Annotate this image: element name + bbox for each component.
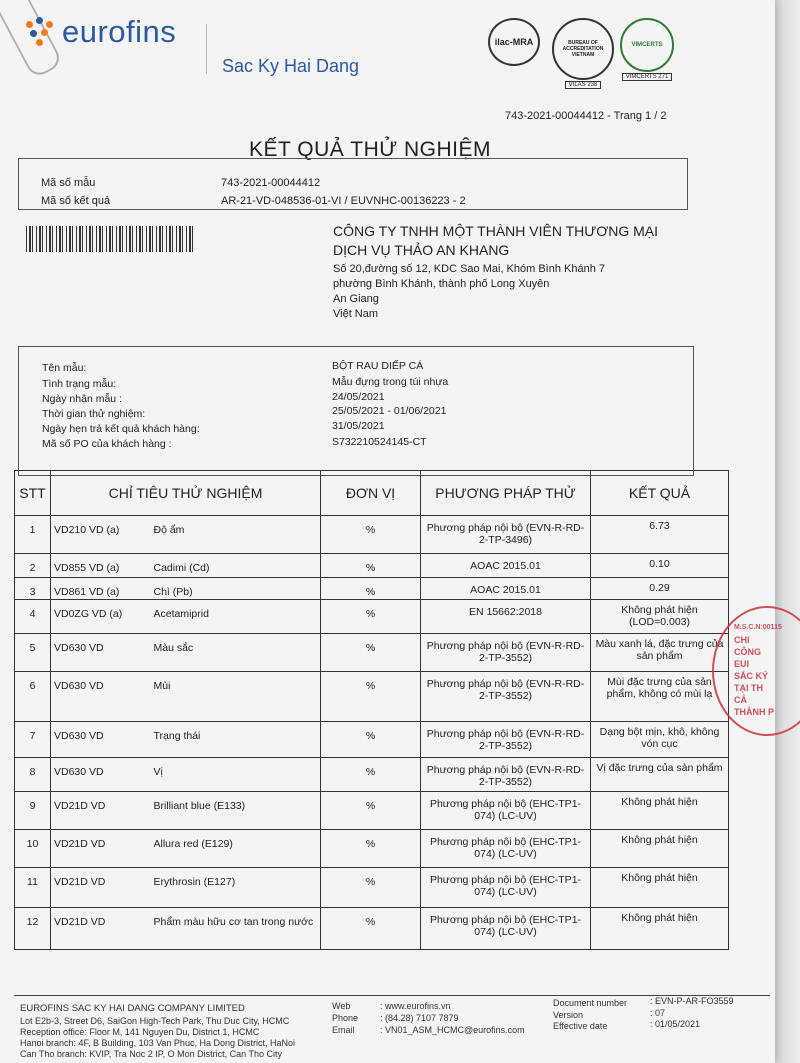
row-unit: % [321, 516, 421, 554]
effective-date-label: Effective date [553, 1021, 608, 1031]
table-row [15, 908, 729, 950]
test-period-value: 25/05/2021 - 01/06/2021 [332, 405, 447, 417]
footer-line1: Lot E2b-3, Street D6, SaiGon High-Tech Park, Thu Duc City, HCMC [20, 1016, 290, 1026]
row-result: 6.73 [591, 516, 729, 554]
logo-divider [206, 24, 207, 74]
effective-date-value: : 01/05/2021 [650, 1019, 701, 1029]
sample-state-label: Tình trạng mẫu: [42, 378, 117, 390]
row-code: VD630 VD [51, 672, 151, 722]
row-code: VD210 VD (a) [51, 516, 151, 554]
row-method: Phương pháp nội bộ (EHC-TP1-074) (LC-UV) [421, 792, 591, 830]
row-result: Không phát hiện [591, 908, 729, 950]
customer-name [333, 222, 658, 260]
row-code: VD630 VD [51, 758, 151, 792]
row-code: VD630 VD [51, 722, 151, 758]
row-result: Không phát hiện [591, 830, 729, 868]
table-row [15, 830, 729, 868]
sample-name-value: BỘT RAU DIẾP CÁ [332, 360, 424, 372]
row-result: Màu xanh lá, đặc trưng của sản phẩm [591, 634, 729, 672]
table-row [15, 516, 729, 554]
row-stt: 6 [15, 672, 51, 722]
row-unit: % [321, 672, 421, 722]
address-line: phường Bình Khánh, thành phố Long Xuyên [333, 278, 550, 290]
footer-company: EUROFINS SAC KY HAI DANG COMPANY LIMITED [20, 1003, 245, 1014]
vimcerts-seal: VIMCERTS [620, 18, 674, 72]
stamp-text: THÀNH P [734, 707, 774, 717]
row-code: VD21D VD [51, 792, 151, 830]
customer-name-line1: CÔNG TY TNHH MỘT THÀNH VIÊN THƯƠNG MẠI [333, 223, 658, 239]
eurofins-dots-icon [24, 15, 58, 49]
row-stt: 8 [15, 758, 51, 792]
table-header-row [15, 471, 729, 516]
sample-id-label: Mã số mẫu [41, 177, 96, 189]
table-row [15, 722, 729, 758]
doc-number-value: : EVN-P-AR-FO3559 [650, 996, 734, 1006]
address-line: An Giang [333, 293, 379, 305]
row-stt: 1 [15, 516, 51, 554]
footer-line2: Reception office: Floor M, 141 Nguyen Du, District 1, HCMC [20, 1027, 260, 1037]
stamp-text: M.S.C.N:00115 [734, 624, 782, 631]
row-stt: 7 [15, 722, 51, 758]
header-unit: ĐƠN VỊ [321, 471, 421, 516]
table-row [15, 672, 729, 722]
report-title: KẾT QUẢ THỬ NGHIỆM [248, 138, 492, 161]
row-method: Phương pháp nội bộ (EVN-R-RD-2-TP-3496) [421, 516, 591, 554]
email-link[interactable]: : VN01_ASM_HCMC@eurofins.com [380, 1025, 525, 1035]
result-id-value: AR-21-VD-048536-01-VI / EUVNHC-00136223 - 2 [221, 195, 466, 207]
row-test-name: Mùi [151, 672, 321, 722]
row-method: Phương pháp nội bộ (EVN-R-RD-2-TP-3552) [421, 758, 591, 792]
table-row [15, 792, 729, 830]
stamp-text: TẠI TH [734, 683, 763, 693]
stamp-text: SẮC KÝ [734, 671, 769, 681]
header-test-item: CHỈ TIÊU THỬ NGHIỆM [51, 471, 321, 516]
row-unit: % [321, 758, 421, 792]
logo-text: eurofins [62, 14, 177, 49]
row-test-name: Độ ẩm [151, 516, 321, 554]
email-label: Email [332, 1025, 355, 1035]
row-unit: % [321, 868, 421, 908]
row-test-name: Vị [151, 758, 321, 792]
sample-id-value: 743-2021-00044412 [221, 177, 321, 189]
customer-address [333, 262, 605, 322]
row-code: VD0ZG VD (a) [51, 600, 151, 634]
received-date-value: 24/05/2021 [332, 391, 385, 403]
header-result: KẾT QUẢ [591, 471, 729, 516]
page-reference: 743-2021-00044412 - Trang 1 / 2 [505, 110, 667, 122]
table-row [15, 758, 729, 792]
table-row [15, 868, 729, 908]
stamp-text: EUI [734, 659, 750, 669]
row-stt: 10 [15, 830, 51, 868]
row-test-name: Acetamiprid [151, 600, 321, 634]
row-stt: 2 [15, 554, 51, 578]
due-date-label: Ngày hẹn trả kết quả khách hàng: [42, 423, 200, 435]
boa-vietnam-icon [552, 18, 614, 89]
vilas-label: VILAS 238 [565, 81, 602, 89]
row-method: AOAC 2015.01 [421, 554, 591, 578]
received-date-label: Ngày nhận mẫu : [42, 393, 122, 405]
row-result: Không phát hiện [591, 868, 729, 908]
row-test-name: Phẩm màu hữu cơ tan trong nước [151, 908, 321, 950]
row-test-name: Brilliant blue (E133) [151, 792, 321, 830]
phone-label: Phone [332, 1013, 359, 1023]
row-unit: % [321, 830, 421, 868]
row-method: Phương pháp nội bộ (EVN-R-RD-2-TP-3552) [421, 634, 591, 672]
po-number-value: S732210524145-CT [332, 436, 427, 448]
stamp-text: CẢ [734, 695, 747, 705]
row-test-name: Trạng thái [151, 722, 321, 758]
row-stt: 9 [15, 792, 51, 830]
doc-number-label: Document number [553, 998, 628, 1008]
address-line: Số 20,đường số 12, KDC Sao Mai, Khóm Bình Khánh 7 [333, 263, 606, 275]
row-code: VD21D VD [51, 868, 151, 908]
row-code: VD21D VD [51, 830, 151, 868]
row-unit: % [321, 578, 421, 600]
row-test-name: Allura red (E129) [151, 830, 321, 868]
table-row [15, 578, 729, 600]
header-method: PHƯƠNG PHÁP THỬ [421, 471, 591, 516]
row-code: VD21D VD [51, 908, 151, 950]
logo-subtitle: Sac Ky Hai Dang [222, 56, 360, 76]
row-result: Không phát hiện [591, 792, 729, 830]
ilac-seal: ilac-MRA [488, 18, 540, 66]
stamp-text: CÔNG [734, 647, 761, 657]
row-result: Vị đặc trưng của sản phẩm [591, 758, 729, 792]
row-test-name: Chì (Pb) [151, 578, 321, 600]
version-label: Version [553, 1010, 584, 1020]
row-result: 0.10 [591, 554, 729, 578]
web-label: Web [332, 1001, 351, 1011]
row-unit: % [321, 554, 421, 578]
table-row [15, 600, 729, 634]
row-result: Dạng bột mịn, khô, không vón cục [591, 722, 729, 758]
stamp-text: CHI [734, 635, 750, 645]
row-stt: 11 [15, 868, 51, 908]
phone-value: : (84.28) 7107 7879 [380, 1013, 459, 1023]
id-box [18, 158, 688, 210]
boa-seal: BUREAU OF ACCREDITATION VIETNAM [552, 18, 614, 80]
footer-line3: Hanoi branch: 4F, B Building, 103 Van Phuc, Ha Dong District, HaNoi [20, 1038, 295, 1048]
row-stt: 5 [15, 634, 51, 672]
row-code: VD861 VD (a) [51, 578, 151, 600]
result-id-label: Mã số kết quả [41, 195, 111, 207]
row-unit: % [321, 634, 421, 672]
version-value: : 07 [650, 1008, 666, 1018]
row-method: Phương pháp nội bộ (EVN-R-RD-2-TP-3552) [421, 722, 591, 758]
row-result: Mùi đặc trưng của sản phẩm, không có mùi lạ [591, 672, 729, 722]
vimcerts-label: VIMCERTS 271 [622, 73, 673, 81]
sample-state-value: Mẫu đựng trong túi nhựa [332, 376, 449, 388]
vimcerts-icon [620, 18, 674, 81]
row-unit: % [321, 722, 421, 758]
row-method: Phương pháp nội bộ (EHC-TP1-074) (LC-UV) [421, 868, 591, 908]
table-row [15, 634, 729, 672]
test-period-label: Thời gian thử nghiệm: [42, 408, 146, 420]
web-link[interactable]: : www.eurofins.vn [380, 1001, 451, 1011]
customer-name-line2: DỊCH VỤ THẢO AN KHANG [333, 242, 510, 258]
underlying-page-edge [775, 0, 800, 1063]
eurofins-logo [24, 14, 176, 50]
row-stt: 4 [15, 600, 51, 634]
row-code: VD630 VD [51, 634, 151, 672]
sample-name-label: Tên mẫu: [42, 362, 87, 374]
row-code: VD855 VD (a) [51, 554, 151, 578]
row-result: Không phát hiện (LOD=0.003) [591, 600, 729, 634]
footer-line4: Can Tho branch: KVIP, Tra Noc 2 IP, O Mon District, Can Tho City [20, 1049, 282, 1059]
row-method: AOAC 2015.01 [421, 578, 591, 600]
ilac-mra-icon [488, 18, 540, 66]
row-method: Phương pháp nội bộ (EHC-TP1-074) (LC-UV) [421, 908, 591, 950]
row-method: Phương pháp nội bộ (EVN-R-RD-2-TP-3552) [421, 672, 591, 722]
row-unit: % [321, 600, 421, 634]
address-line: Việt Nam [333, 308, 379, 320]
po-number-label: Mã số PO của khách hàng : [42, 438, 172, 450]
header-stt: STT [15, 471, 51, 516]
row-test-name: Erythrosin (E127) [151, 868, 321, 908]
row-test-name: Màu sắc [151, 634, 321, 672]
table-row [15, 554, 729, 578]
row-unit: % [321, 792, 421, 830]
due-date-value: 31/05/2021 [332, 420, 385, 432]
row-stt: 12 [15, 908, 51, 950]
row-result: 0.29 [591, 578, 729, 600]
barcode [26, 226, 194, 252]
row-unit: % [321, 908, 421, 950]
results-table [14, 470, 729, 950]
row-stt: 3 [15, 578, 51, 600]
row-method: Phương pháp nội bộ (EHC-TP1-074) (LC-UV) [421, 830, 591, 868]
row-test-name: Cadimi (Cd) [151, 554, 321, 578]
row-method: EN 15662:2018 [421, 600, 591, 634]
